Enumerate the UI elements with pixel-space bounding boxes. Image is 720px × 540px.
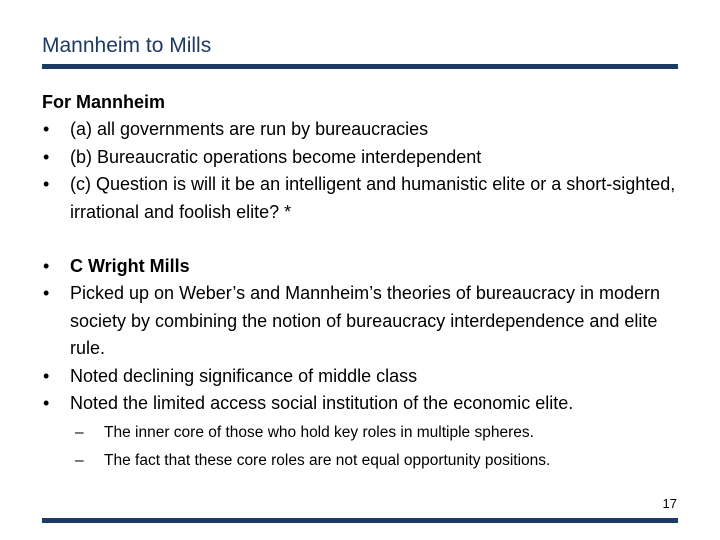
bullet-item: [42, 116, 682, 143]
bullet-text: Noted declining significance of middle class: [70, 365, 418, 386]
footer-rule: [42, 518, 678, 523]
bullet-text: Picked up on Weber’s and Mannheim’s theories of bureaucracy in modern society by combining the notion of bureaucracy interdependence and elite rule.: [70, 283, 661, 359]
bullet-marker: •: [43, 146, 50, 167]
title-rule: [42, 64, 678, 69]
dash-marker: –: [75, 424, 84, 442]
bullet-item: [42, 144, 682, 171]
bullet-item: [42, 390, 682, 417]
sub-bullet-text: The inner core of those who hold key roles in multiple spheres.: [104, 424, 534, 442]
bullet-text: (a) all governments are run by bureaucracies: [70, 119, 429, 140]
sub-bullet-text: The fact that these core roles are not equal opportunity positions.: [104, 452, 551, 470]
dash-marker: –: [75, 452, 84, 470]
sub-bullet-item: [42, 451, 682, 471]
bullet-text: C Wright Mills: [70, 256, 190, 277]
bullet-item: [42, 171, 682, 226]
bullet-marker: •: [43, 256, 50, 277]
page-number: 17: [662, 496, 677, 511]
bullet-marker: •: [43, 119, 50, 140]
slide-title: Mannheim to Mills: [42, 34, 212, 57]
bullet-marker: •: [43, 174, 50, 195]
bullet-text: (c) Question is will it be an intelligent and humanistic elite or a short-sighted, irrational and foolish elite? *: [70, 174, 676, 222]
section-heading: For Mannheim: [42, 92, 166, 112]
bullet-marker: •: [43, 393, 50, 414]
bullet-text: (b) Bureaucratic operations become interdependent: [70, 146, 482, 167]
spacer: [42, 226, 682, 253]
bullet-item: [42, 253, 682, 280]
slide-body: [42, 89, 682, 471]
sub-bullet-item: [42, 423, 682, 443]
bullet-item: [42, 280, 682, 362]
bullet-marker: •: [43, 283, 50, 304]
bullet-marker: •: [43, 365, 50, 386]
bullet-item: [42, 363, 682, 390]
bullet-text: Noted the limited access social institution of the economic elite.: [70, 393, 574, 414]
